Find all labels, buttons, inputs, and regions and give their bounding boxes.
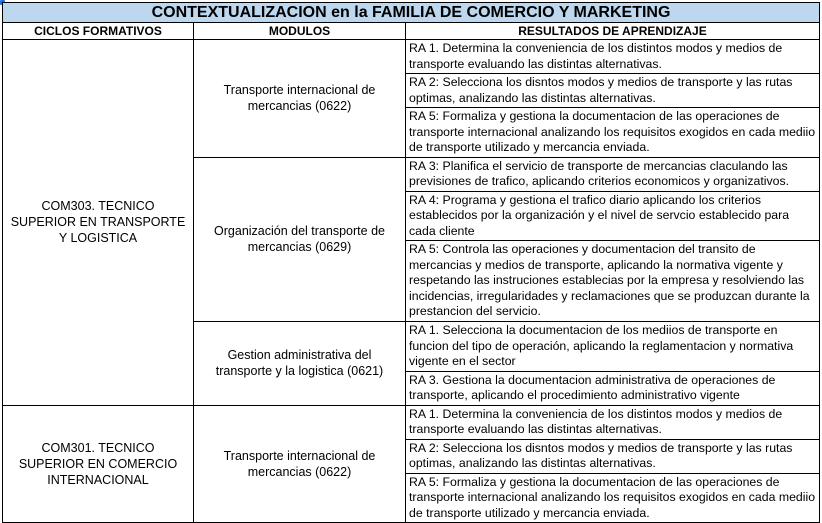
table-title[interactable]: CONTEXTUALIZACION en la FAMILIA DE COMERCIO Y MARKETING	[3, 3, 820, 23]
ciclo-cell[interactable]: COM303. TECNICO SUPERIOR EN TRANSPORTE Y LOGISTICA	[3, 40, 194, 406]
modulo-cell[interactable]: Gestion administrativa del transporte y la logistica (0621)	[194, 322, 406, 406]
resultado-cell[interactable]: RA 4: Programa y gestiona el trafico diario aplicando los criterios establecidos por la organización y el nivel de servcio establecido para cada cliente	[406, 191, 820, 241]
resultado-cell[interactable]: RA 3: Planifica el servicio de transporte de mercancias claculando las previsiones de trafico, aplicando criterios economicos y organizativos.	[406, 157, 820, 191]
resultado-cell[interactable]: RA 1. Selecciona la documentacion de los mediios de transporte en funcion del tipo de operación, aplicando la reglamentacion y normativa vigente en el sector	[406, 322, 820, 372]
header-ciclos[interactable]: CICLOS FORMATIVOS	[3, 23, 194, 40]
spreadsheet-sheet	[2, 2, 819, 523]
resultado-cell[interactable]: RA 2: Selecciona los disntos modos y medios de transporte y las rutas optimas, analizando las distintas alternativas.	[406, 74, 820, 108]
modulo-cell[interactable]: Organización del transporte de mercancias (0629)	[194, 157, 406, 322]
modulo-cell[interactable]: Transporte internacional de mercancias (0622)	[194, 405, 406, 523]
header-resultados[interactable]: RESULTADOS DE APRENDIZAJE	[406, 23, 820, 40]
resultado-cell[interactable]: RA 5: Formaliza y gestiona la documentacion de las operaciones de transporte internacional analizando los requisitos exogidos en cada mediio de transporte utilizado y mercancia enviada.	[406, 108, 820, 158]
resultado-cell[interactable]: RA 1. Determina la conveniencia de los distintos modos y medios de transporte evaluando las distintas alternativas.	[406, 40, 820, 74]
resultado-cell[interactable]: RA 5: Formaliza y gestiona la documentacion de las operaciones de transporte internacional analizando los requisitos exogidos en cada mediio de transporte utilizado y mercancia enviada.	[406, 473, 820, 523]
resultado-cell[interactable]: RA 2: Selecciona los disntos modos y medios de transporte y las rutas optimas, analizando las distintas alternativas.	[406, 439, 820, 473]
contextualizacion-table	[2, 2, 820, 523]
resultado-cell[interactable]: RA 3. Gestiona la documentacion administrativa de operaciones de transporte, aplicando el procedimiento administrativo vigente	[406, 371, 820, 405]
resultado-cell[interactable]: RA 5: Controla las operaciones y documentacion del transito de mercancias y medios de transporte, aplicando la normativa vigente y respetando las instruciones establecias por la empresa y resolviendo las incidencias, irregularidades y reclamaciones que se produzcan durante la prestancion del servicio.	[406, 241, 820, 322]
modulo-cell[interactable]: Transporte internacional de mercancias (0622)	[194, 40, 406, 158]
ciclo-cell[interactable]: COM301. TECNICO SUPERIOR EN COMERCIO INTERNACIONAL	[3, 405, 194, 523]
header-modulos[interactable]: MODULOS	[194, 23, 406, 40]
resultado-cell[interactable]: RA 1. Determina la conveniencia de los distintos modos y medios de transporte evaluando las distintas alternativas.	[406, 405, 820, 439]
